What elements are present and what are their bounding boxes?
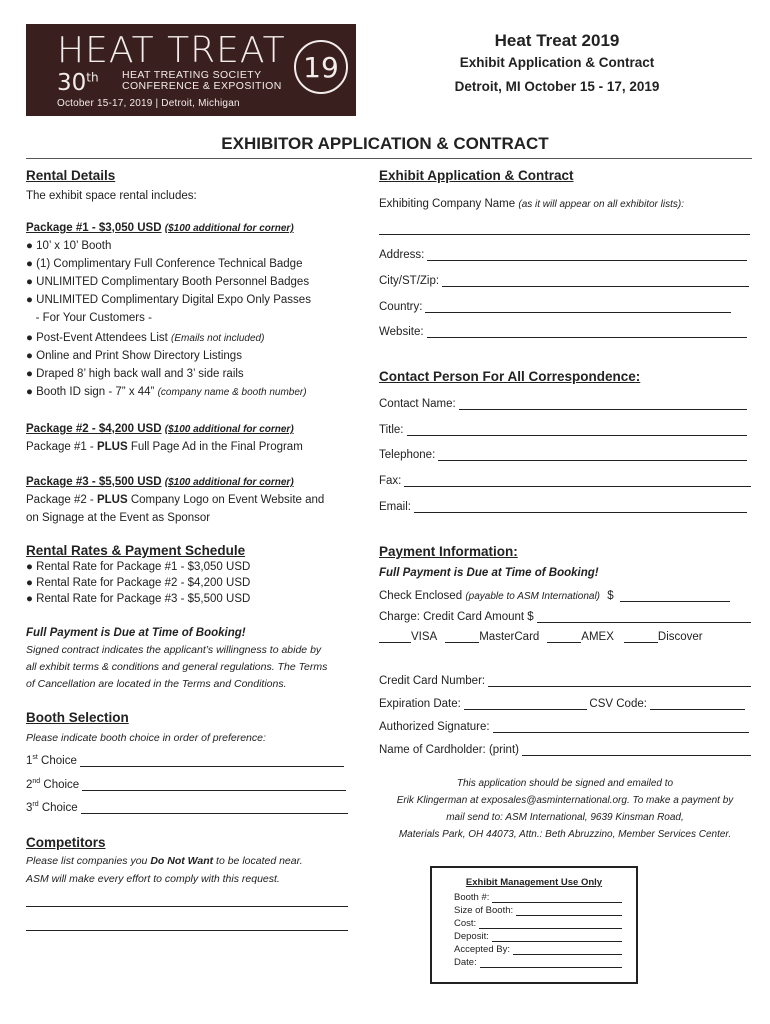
check-field[interactable]: Check Enclosed (payable to ASM International) $: [379, 589, 748, 602]
application-heading: Exhibit Application & Contract: [379, 168, 574, 183]
cardholder-field[interactable]: Name of Cardholder: (print): [379, 743, 751, 756]
mgmt-accepted-field[interactable]: Accepted By:: [454, 944, 622, 955]
logo-heat-treat: HEAT TREAT: [57, 30, 286, 71]
amex-label: AMEX: [581, 631, 614, 643]
pkg1-item: ● 10’ x 10’ Booth: [26, 240, 112, 252]
amex-check[interactable]: [547, 632, 581, 643]
pkg2-desc: [26, 438, 303, 456]
company-name-field[interactable]: [379, 224, 750, 235]
full-payment-left: Full Payment is Due at Time of Booking!: [26, 627, 246, 639]
pkg1-title: [26, 219, 294, 238]
pkg2-bold: PLUS: [96, 441, 128, 453]
rental-heading: Rental Details: [26, 168, 116, 183]
pkg2-title-text: Package #2 - $4,200 USD: [26, 423, 162, 435]
pkg1-item: ● Draped 8’ high back wall and 3’ side rails: [26, 368, 244, 380]
pkg3-post: Company Logo on Event Website and: [127, 494, 325, 506]
doc-subtitle: Exhibit Application & Contract: [459, 55, 655, 70]
competitors-heading: Competitors: [26, 835, 106, 850]
choice-line[interactable]: [80, 754, 344, 767]
contact-heading: Contact Person For All Correspondence:: [379, 369, 641, 384]
rate-item: ● Rental Rate for Package #1 - $3,050 USD: [26, 561, 251, 573]
pkg1-item-sign: [26, 383, 307, 402]
signature-field[interactable]: Authorized Signature:: [379, 720, 749, 733]
pkg2-title: [26, 420, 294, 439]
event-logo: [26, 24, 356, 116]
pkg1-item-text: ● Post-Event Attendees List: [26, 332, 168, 344]
rental-intro: The exhibit space rental includes:: [26, 190, 197, 202]
discover-label: Discover: [657, 631, 703, 643]
pkg3-note: ($100 additional for corner): [164, 477, 294, 488]
choice-label: 2nd Choice: [26, 778, 80, 791]
choice-label: 1st Choice: [26, 754, 77, 767]
visa-label: VISA: [411, 631, 438, 643]
mgmt-size-field[interactable]: Size of Booth:: [454, 905, 622, 916]
rate-item: ● Rental Rate for Package #2 - $4,200 USD: [26, 577, 251, 589]
pkg1-item: ● UNLIMITED Complimentary Digital Expo Only Passes: [26, 294, 311, 306]
fax-field[interactable]: Fax:: [379, 474, 751, 487]
mgmt-booth-field[interactable]: Booth #:: [454, 892, 622, 903]
sign-note-line: Materials Park, OH 44073, Attn.: Beth Abruzzino, Member Services Center.: [398, 829, 732, 840]
choice-line[interactable]: [81, 801, 348, 814]
terms-line: of Cancellation are located in the Terms and Conditions.: [26, 678, 287, 690]
email-field[interactable]: Email:: [379, 500, 747, 513]
management-title: Exhibit Management Use Only: [465, 877, 603, 888]
management-box: [430, 866, 638, 984]
pkg2-post: Full Page Ad in the Final Program: [127, 441, 303, 453]
competitors-line2: ASM will make every effort to comply with this request.: [26, 873, 280, 885]
pkg1-emails-note: (Emails not included): [171, 333, 265, 344]
pkg1-sign-note: (company name & booth number): [157, 387, 307, 398]
pkg3-pre: Package #2 -: [26, 494, 97, 506]
logo-line2: CONFERENCE & EXPOSITION: [122, 80, 282, 92]
pkg2-note: ($100 additional for corner): [164, 424, 294, 435]
booth-instruction: Please indicate booth choice in order of preference:: [26, 732, 266, 744]
pkg3-desc-line2: on Signage at the Event as Sponsor: [26, 512, 211, 524]
main-title: EXHIBITOR APPLICATION & CONTRACT: [221, 134, 549, 153]
visa-check[interactable]: [379, 632, 411, 643]
charge-field[interactable]: Charge: Credit Card Amount $: [379, 610, 751, 623]
pkg3-title: [26, 473, 294, 492]
doc-location: Detroit, MI October 15 - 17, 2019: [454, 79, 660, 94]
choice-line[interactable]: [82, 778, 346, 791]
booth-choice-3[interactable]: [26, 801, 348, 814]
website-field[interactable]: Website:: [379, 325, 747, 338]
country-field[interactable]: Country:: [379, 300, 731, 313]
cc-number-field[interactable]: Credit Card Number:: [379, 674, 751, 687]
doc-title: Heat Treat 2019: [494, 31, 620, 50]
terms-line: Signed contract indicates the applicant’s willingness to abide by: [26, 644, 322, 656]
rates-heading: Rental Rates & Payment Schedule: [26, 543, 246, 558]
address-field[interactable]: Address:: [379, 248, 747, 261]
mgmt-date-field[interactable]: Date:: [454, 957, 622, 968]
city-field[interactable]: City/ST/Zip:: [379, 274, 749, 287]
sign-note: [370, 775, 760, 843]
terms-line: all exhibit terms & conditions and general regulations. The Terms: [26, 661, 328, 673]
mgmt-deposit-field[interactable]: Deposit:: [454, 931, 622, 942]
logo-line1: HEAT TREATING SOCIETY: [122, 69, 262, 81]
sign-note-line: Erik Klingerman at exposales@asminternational.org. To make a payment by: [396, 795, 734, 806]
pkg1-item-text: ● Booth ID sign - 7” x 44”: [26, 386, 155, 398]
mastercard-check[interactable]: [445, 632, 479, 643]
title-field[interactable]: Title:: [379, 423, 747, 436]
telephone-field[interactable]: Telephone:: [379, 448, 747, 461]
booth-heading: Booth Selection: [26, 710, 129, 725]
pkg1-note: ($100 additional for corner): [164, 223, 294, 234]
pkg1-item: ● UNLIMITED Complimentary Booth Personnel Badges: [26, 276, 310, 288]
discover-check[interactable]: [624, 632, 658, 643]
pkg1-item: - For Your Customers -: [26, 312, 152, 324]
pkg1-title-text: Package #1 - $3,050 USD: [26, 222, 162, 234]
booth-choice-2[interactable]: [26, 778, 346, 791]
pkg3-title-text: Package #3 - $5,500 USD: [26, 476, 162, 488]
mastercard-label: MasterCard: [479, 631, 540, 643]
competitor-line[interactable]: [26, 896, 348, 907]
pkg3-bold: PLUS: [96, 494, 128, 506]
payment-heading: Payment Information:: [379, 544, 518, 559]
pkg1-item: ● (1) Complimentary Full Conference Technical Badge: [26, 258, 303, 270]
logo-sup: th: [86, 70, 99, 85]
card-type-options[interactable]: [379, 631, 751, 643]
title-rule: [26, 158, 752, 159]
full-payment-right: Full Payment is Due at Time of Booking!: [379, 567, 599, 579]
contact-name-field[interactable]: Contact Name:: [379, 397, 747, 410]
competitor-line[interactable]: [26, 920, 348, 931]
rate-item: ● Rental Rate for Package #3 - $5,500 USD: [26, 593, 251, 605]
logo-ring: 19: [294, 40, 348, 94]
sign-note-line: mail send to: ASM International, 9639 Kinsman Road,: [446, 812, 684, 823]
logo-date: October 15-17, 2019 | Detroit, Michigan: [57, 98, 240, 109]
sign-note-line: This application should be signed and emailed to: [456, 778, 674, 789]
competitors-line1: Please list companies you Do Not Want to be located near.: [26, 855, 303, 867]
booth-choice-1[interactable]: [26, 754, 344, 767]
logo-num: 30: [57, 70, 87, 96]
pkg2-pre: Package #1 -: [26, 441, 97, 453]
pkg1-item-attendees: [26, 329, 264, 348]
expiration-field[interactable]: Expiration Date: CSV Code:: [379, 697, 745, 710]
mgmt-cost-field[interactable]: Cost:: [454, 918, 622, 929]
company-label: Exhibiting Company Name (as it will appear on all exhibitor lists):: [379, 198, 684, 210]
logo-number: [57, 70, 99, 96]
pkg3-desc: [26, 491, 324, 509]
choice-label: 3rd Choice: [26, 801, 78, 814]
pkg1-item: ● Online and Print Show Directory Listings: [26, 350, 242, 362]
